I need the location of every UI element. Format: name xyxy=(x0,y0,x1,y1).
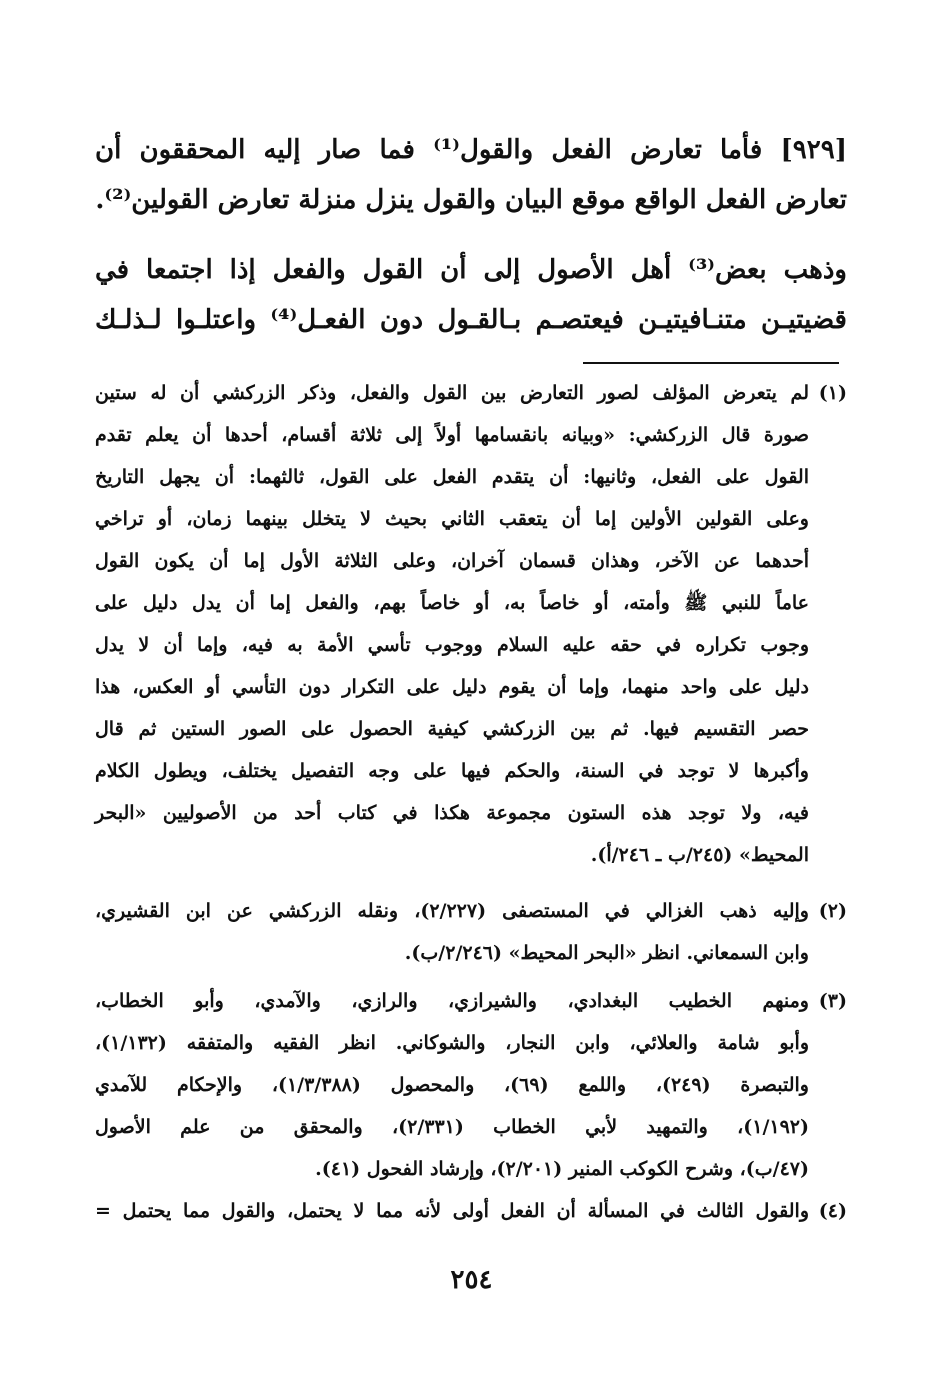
main-text-line: تعارض الفعل الواقع موقع البيان والقول ينزل منزلة تعارض القولين⁽²⁾. xyxy=(95,185,847,215)
footnote-line: فيه، ولا توجد هذه الستون مجموعة هكذا في كتاب أحد من الأصوليين «البحر xyxy=(95,802,809,824)
footnote-number: (٤) xyxy=(818,1200,847,1222)
footnote-line: وأكبرها لا توجد في السنة، والحكم فيها على وجه التفصيل يختلف، ويطول الكلام xyxy=(95,760,809,782)
footnote-line: وإليه ذهب الغزالي في المستصفى (٢/٢٢٧)، ونقله الزركشي عن ابن القشيري، xyxy=(95,900,809,922)
footnote-line: المحيط» (٢٤٥/ب ـ ٢٤٦/أ). xyxy=(590,844,809,866)
main-text-line: وذهب بعض⁽³⁾ أهل الأصول إلى أن القول والفعل إذا اجتمعا في xyxy=(95,255,847,285)
page-number: ٢٥٤ xyxy=(450,1265,493,1295)
footnote-line: وجوب تكراره في حقه عليه السلام ووجوب تأسي الأمة به فيه، وإما أن لا يدل xyxy=(95,634,809,656)
footnote-line: ومنهم الخطيب البغدادي، والشيرازي، والرازي، والآمدي، وأبو الخطاب، xyxy=(95,990,809,1012)
footnote-line: وابن السمعاني. انظر «البحر المحيط» (٢/٢٤٦/ب). xyxy=(404,942,809,964)
footnote-line: والقول الثالث في المسألة أن الفعل أولى لأنه مما لا يحتمل، والقول مما يحتمل = xyxy=(95,1200,809,1222)
footnote-separator xyxy=(583,362,839,364)
footnote-line: عاماً للنبي ﷺ وأمته، أو خاصاً به، أو خاصاً بهم، والفعل إما أن يدل دليل على xyxy=(95,592,809,614)
footnote-line: (٤٧/ب)، وشرح الكوكب المنير (٢/٢٠١)، وإرشاد الفحول (٤١). xyxy=(315,1158,809,1180)
footnote-line: (١/١٩٢)، والتمهيد لأبي الخطاب (٢/٣٣١)، والمحقق من علم الأصول xyxy=(95,1116,809,1138)
footnote-line: والتبصرة (٢٤٩)، واللمع (٦٩)، والمحصول (١/٣/٣٨٨)، والإحكام للآمدي xyxy=(95,1074,809,1096)
footnote-line: أحدهما عن الآخر، وهذان قسمان آخران، وعلى الثلاثة الأول إما أن يكون القول xyxy=(95,550,809,572)
footnote-line: دليل على واحد منهما، وإما أن يقوم دليل على التكرار دون التأسي أو العكس، هذا xyxy=(95,676,809,698)
main-text-line: قضيتيـن متنـافيتيـن فيعتصـم بـالقـول دون الفعـل⁽⁴⁾ واعتلـوا لـذلـك xyxy=(95,305,847,335)
footnote-line: وعلى القولين الأولين إما أن يتعقب الثاني بحيث لا يتخلل بينهما زمان، أو تراخي xyxy=(95,508,809,530)
footnote-line: حصر التقسيم فيها. ثم بين الزركشي كيفية الحصول على الصور الستين ثم قال xyxy=(95,718,809,740)
footnote-number: (٣) xyxy=(818,990,847,1012)
footnote-line: وأبو شامة والعلائي، وابن النجار، والشوكاني. انظر الفقيه والمتفقه (١/١٣٢)، xyxy=(95,1032,809,1054)
footnote-number: (٢) xyxy=(818,900,847,922)
main-text-line: [٩٢٩] فأما تعارض الفعل والقول⁽¹⁾ فما صار إليه المحققون أن xyxy=(95,135,847,165)
footnote-line: القول على الفعل، وثانيها: أن يتقدم الفعل على القول، ثالثهما: أن يجهل التاريخ xyxy=(95,466,809,488)
footnote-line: صورة قال الزركشي: «وبيانه بانقسامها أولاً إلى ثلاثة أقسام، أحدها أن يعلم تقدم xyxy=(95,424,809,446)
footnote-line: لم يتعرض المؤلف لصور التعارض بين القول والفعل، وذكر الزركشي أن له ستين xyxy=(95,382,809,404)
footnote-number: (١) xyxy=(818,382,847,404)
